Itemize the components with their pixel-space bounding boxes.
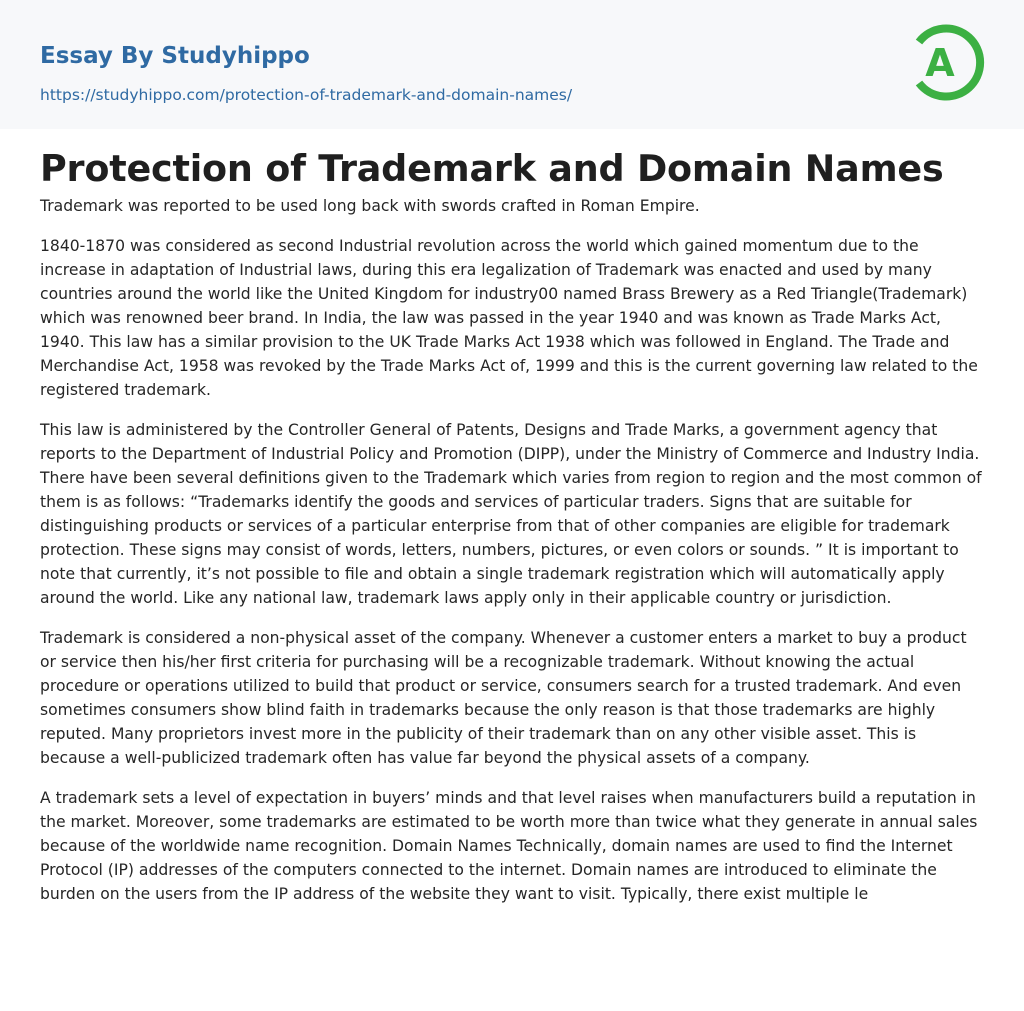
- source-url-link[interactable]: https://studyhippo.com/protection-of-trademark-and-domain-names/: [40, 86, 573, 104]
- paragraph-1: Trademark was reported to be used long back with swords crafted in Roman Empire.: [40, 197, 700, 215]
- paragraph-4: Trademark is considered a non-physical asset of the company. Whenever a customer enters a market to buy a product or service then his/her first criteria for purchasing will be a recognizable trademark. Without knowing the actual procedure or operations utilized to build that product or service, consumers search for a trusted trademark. And even sometimes consumers show blind faith in trademarks because the only reason is that those trademarks are highly reputed. Many proprietors invest more in the publicity of their trademark than on any other visible asset. This is because a well-publicized trademark often has value far beyond the physical assets of a company.: [40, 629, 967, 767]
- page-header: [0, 0, 1024, 129]
- page-title: Protection of Trademark and Domain Names: [40, 147, 944, 190]
- studyhippo-logo-icon[interactable]: [913, 20, 985, 105]
- logo-letter: A: [925, 41, 955, 85]
- paragraph-2: 1840-1870 was considered as second Industrial revolution across the world which gained momentum due to the increase in adaptation of Industrial laws, during this era legalization of Trademark was enacted and used by many countries around the world like the United Kingdom for industry00 named Brass Brewery as a Red Triangle(Trademark) which was renowned beer brand. In India, the law was passed in the year 1940 and was known as Trade Marks Act, 1940. This law has a similar provision to the UK Trade Marks Act 1938 which was followed in England. The Trade and Merchandise Act, 1958 was revoked by the Trade Marks Act of, 1999 and this is the current governing law related to the registered trademark.: [40, 237, 978, 399]
- brand-title[interactable]: Essay By Studyhippo: [40, 43, 310, 69]
- paragraph-3: This law is administered by the Controller General of Patents, Designs and Trade Marks, a government agency that reports to the Department of Industrial Policy and Promotion (DIPP), under the Ministry of Commerce and Industry India. There have been several definitions given to the Trademark which varies from region to region and the most common of them is as follows: “Trademarks identify the goods and services of particular traders. Signs that are suitable for distinguishing products or services of a particular enterprise from that of other companies are eligible for trademark protection. These signs may consist of words, letters, numbers, pictures, or even colors or sounds. ” It is important to note that currently, it’s not possible to file and obtain a single trademark registration which will automatically apply around the world. Like any national law, trademark laws apply only in their applicable country or jurisdiction.: [40, 421, 982, 607]
- article: [0, 129, 1024, 906]
- paragraph-5: A trademark sets a level of expectation in buyers’ minds and that level raises when manufacturers build a reputation in the market. Moreover, some trademarks are estimated to be worth more than twice what they generate in annual sales because of the worldwide name recognition. Domain Names Technically, domain names are used to find the Internet Protocol (IP) addresses of the computers connected to the internet. Domain names are introduced to eliminate the burden on the users from the IP address of the website they want to visit. Typically, there exist multiple le: [40, 789, 978, 903]
